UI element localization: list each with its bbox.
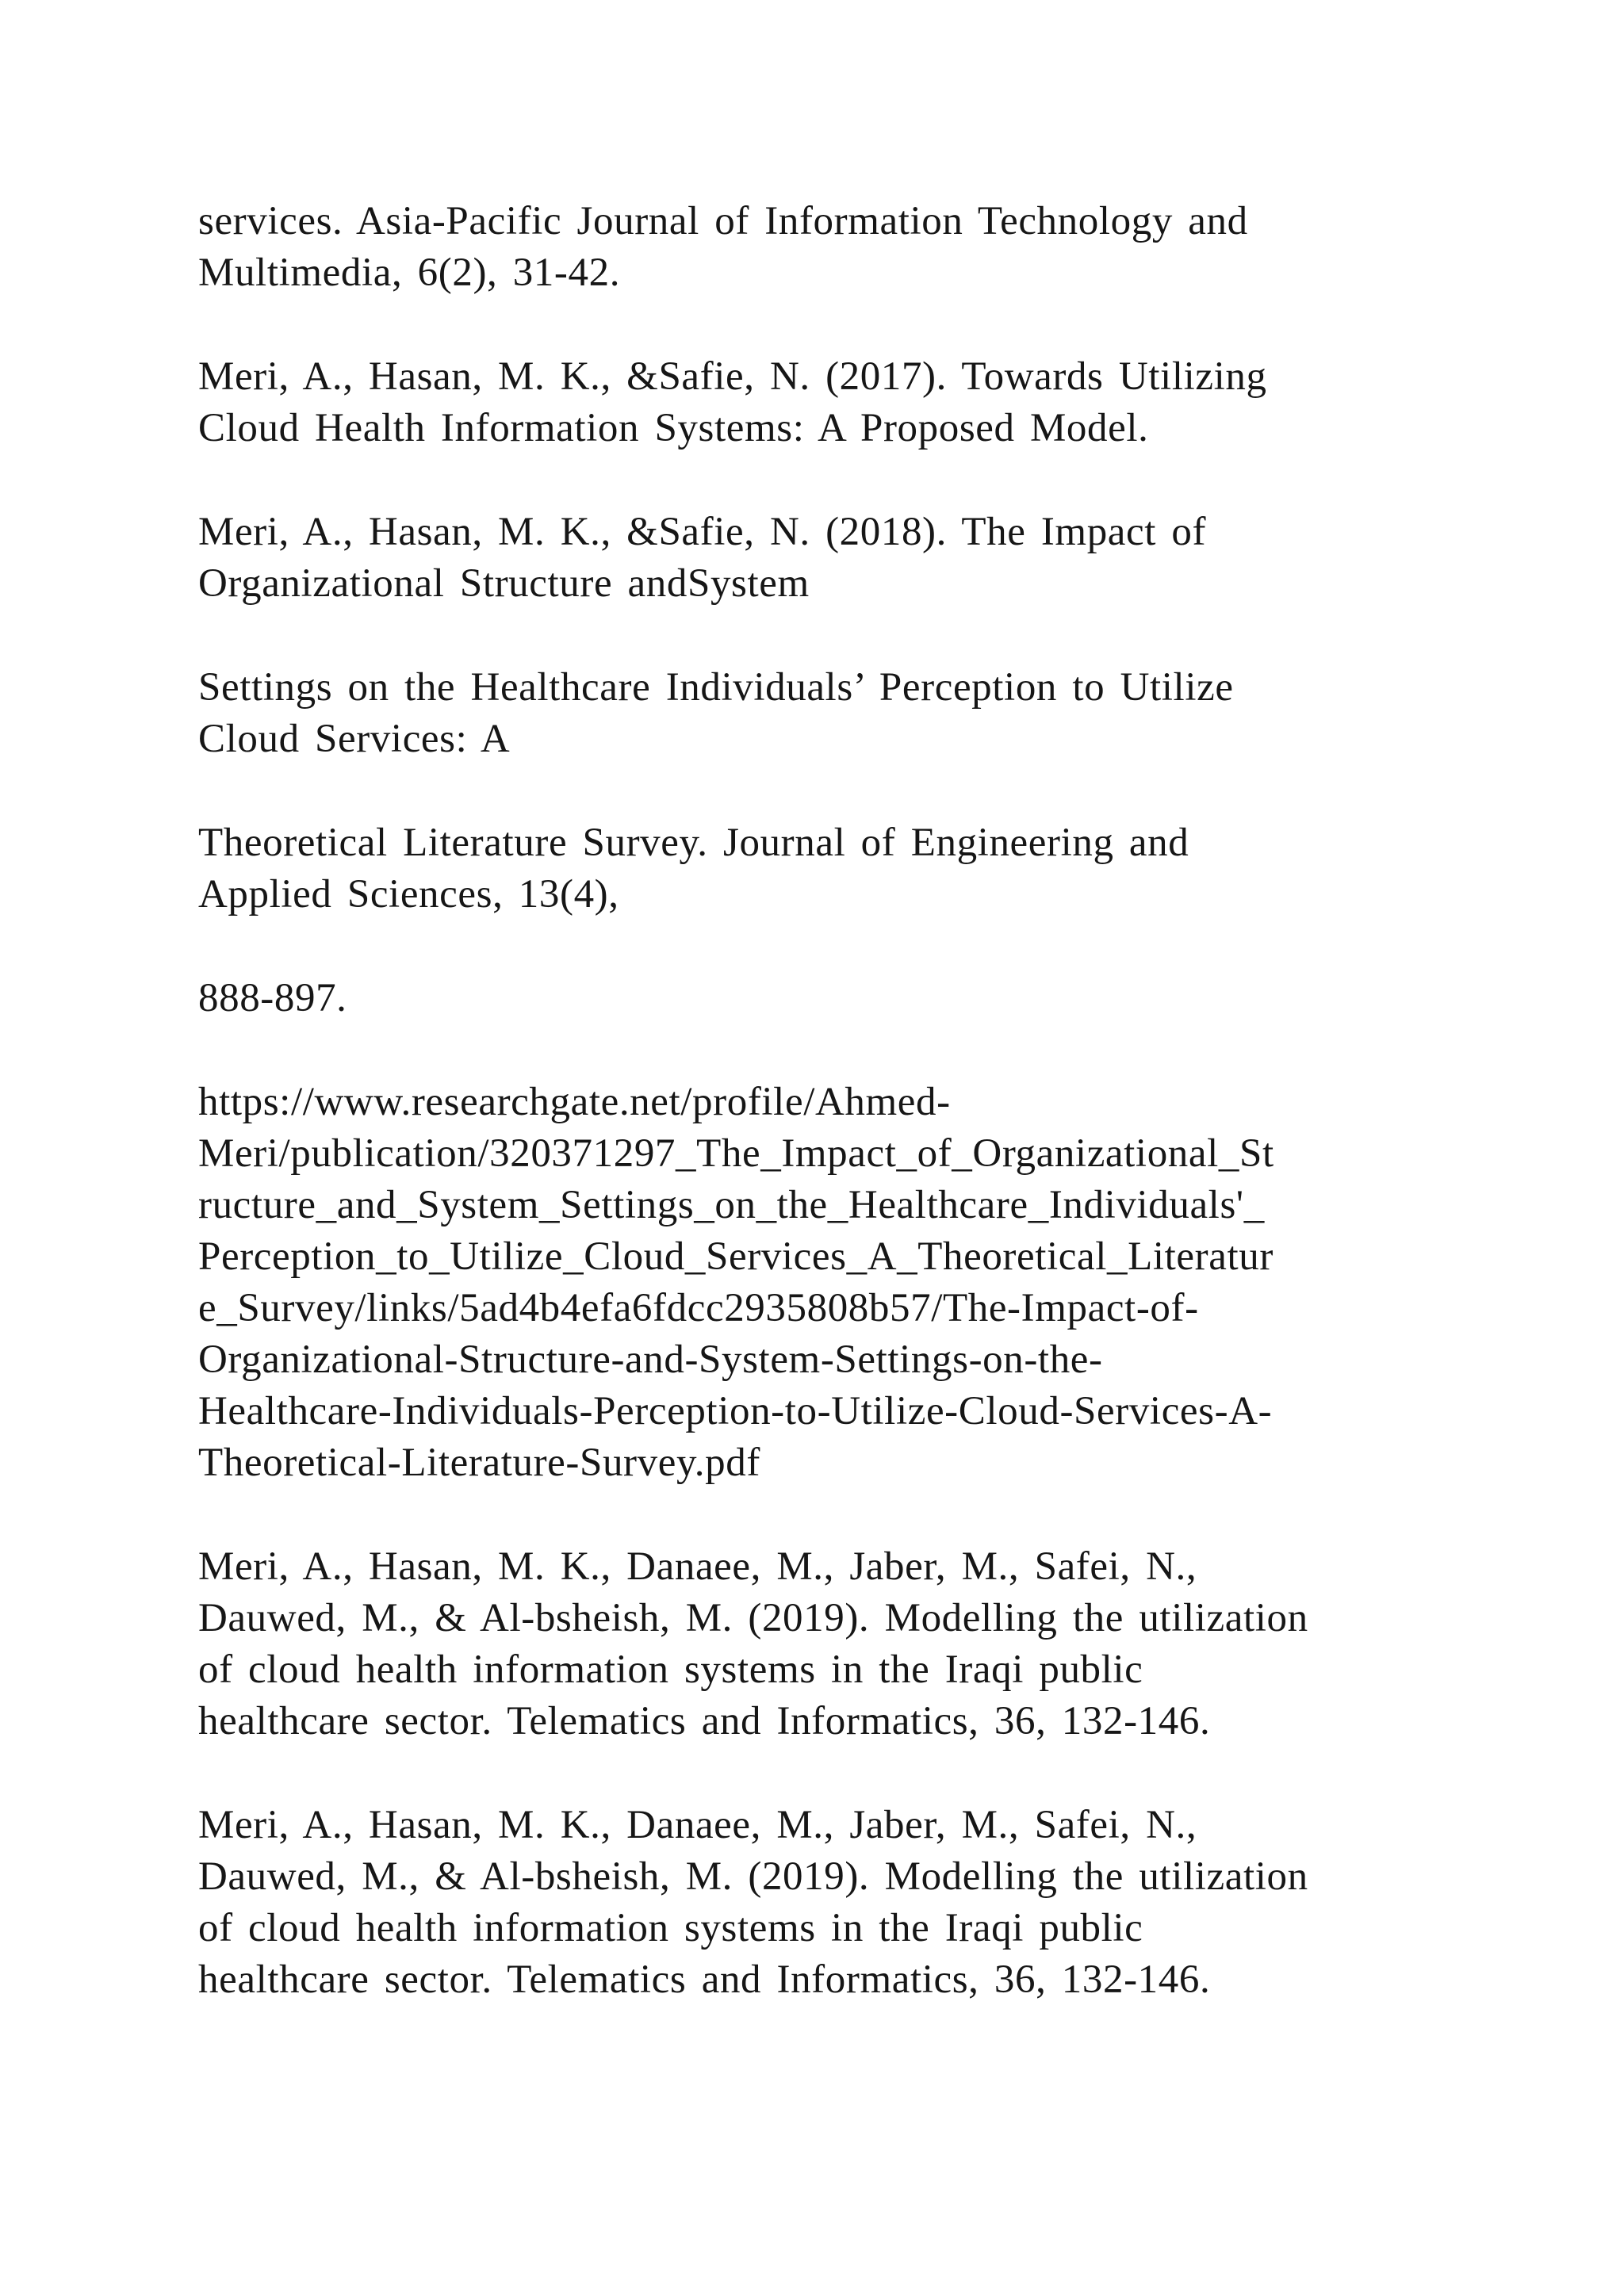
reference-entry-continuation: Theoretical Literature Survey. Journal of Engineering and Applied Sciences, 13(4), <box>198 821 1189 916</box>
reference-entry: Meri, A., Hasan, M. K., &Safie, N. (2018). The Impact of Organizational Structure andSystem <box>198 510 1207 606</box>
reference-list <box>198 196 1435 2058</box>
reference-pages: 888-897. <box>198 976 347 1020</box>
reference-continuation: services. Asia-Pacific Journal of Information Technology and Multimedia, 6(2), 31-42. <box>198 199 1248 295</box>
reference-entry: Meri, A., Hasan, M. K., &Safie, N. (2017). Towards Utilizing Cloud Health Information Systems: A Proposed Model. <box>198 354 1267 450</box>
reference-entry-continuation: Settings on the Healthcare Individuals’ Perception to Utilize Cloud Services: A <box>198 665 1234 761</box>
reference-url: https://www.researchgate.net/profile/Ahmed- Meri/publication/320371297_The_Impact_of_Organizational_St ructure_and_System_Settings_on_the_Healthcare_Individuals'_ Perception_to_Utilize_Cloud_Services_A_Theoretical_Literatur e_Survey/links/5ad4b4efa6fdcc2935808b57/The-Impact-of- Organizational-Structure-and-System-Settings-on-the- Healthcare-Individuals-Perception-to-Utilize-Cloud-Services-A- Theoretical-Literature-Survey.pdf <box>198 1080 1274 1485</box>
reference-entry: Meri, A., Hasan, M. K., Danaee, M., Jaber, M., Safei, N., Dauwed, M., & Al-bsheish, M. (2019). Modelling the utilization of cloud health information systems in the Iraqi public healthcare sector. Telematics and Informatics, 36, 132-146. <box>198 1803 1308 2002</box>
reference-entry: Meri, A., Hasan, M. K., Danaee, M., Jaber, M., Safei, N., Dauwed, M., & Al-bsheish, M. (2019). Modelling the utilization of cloud health information systems in the Iraqi public healthcare sector. Telematics and Informatics, 36, 132-146. <box>198 1544 1308 1743</box>
